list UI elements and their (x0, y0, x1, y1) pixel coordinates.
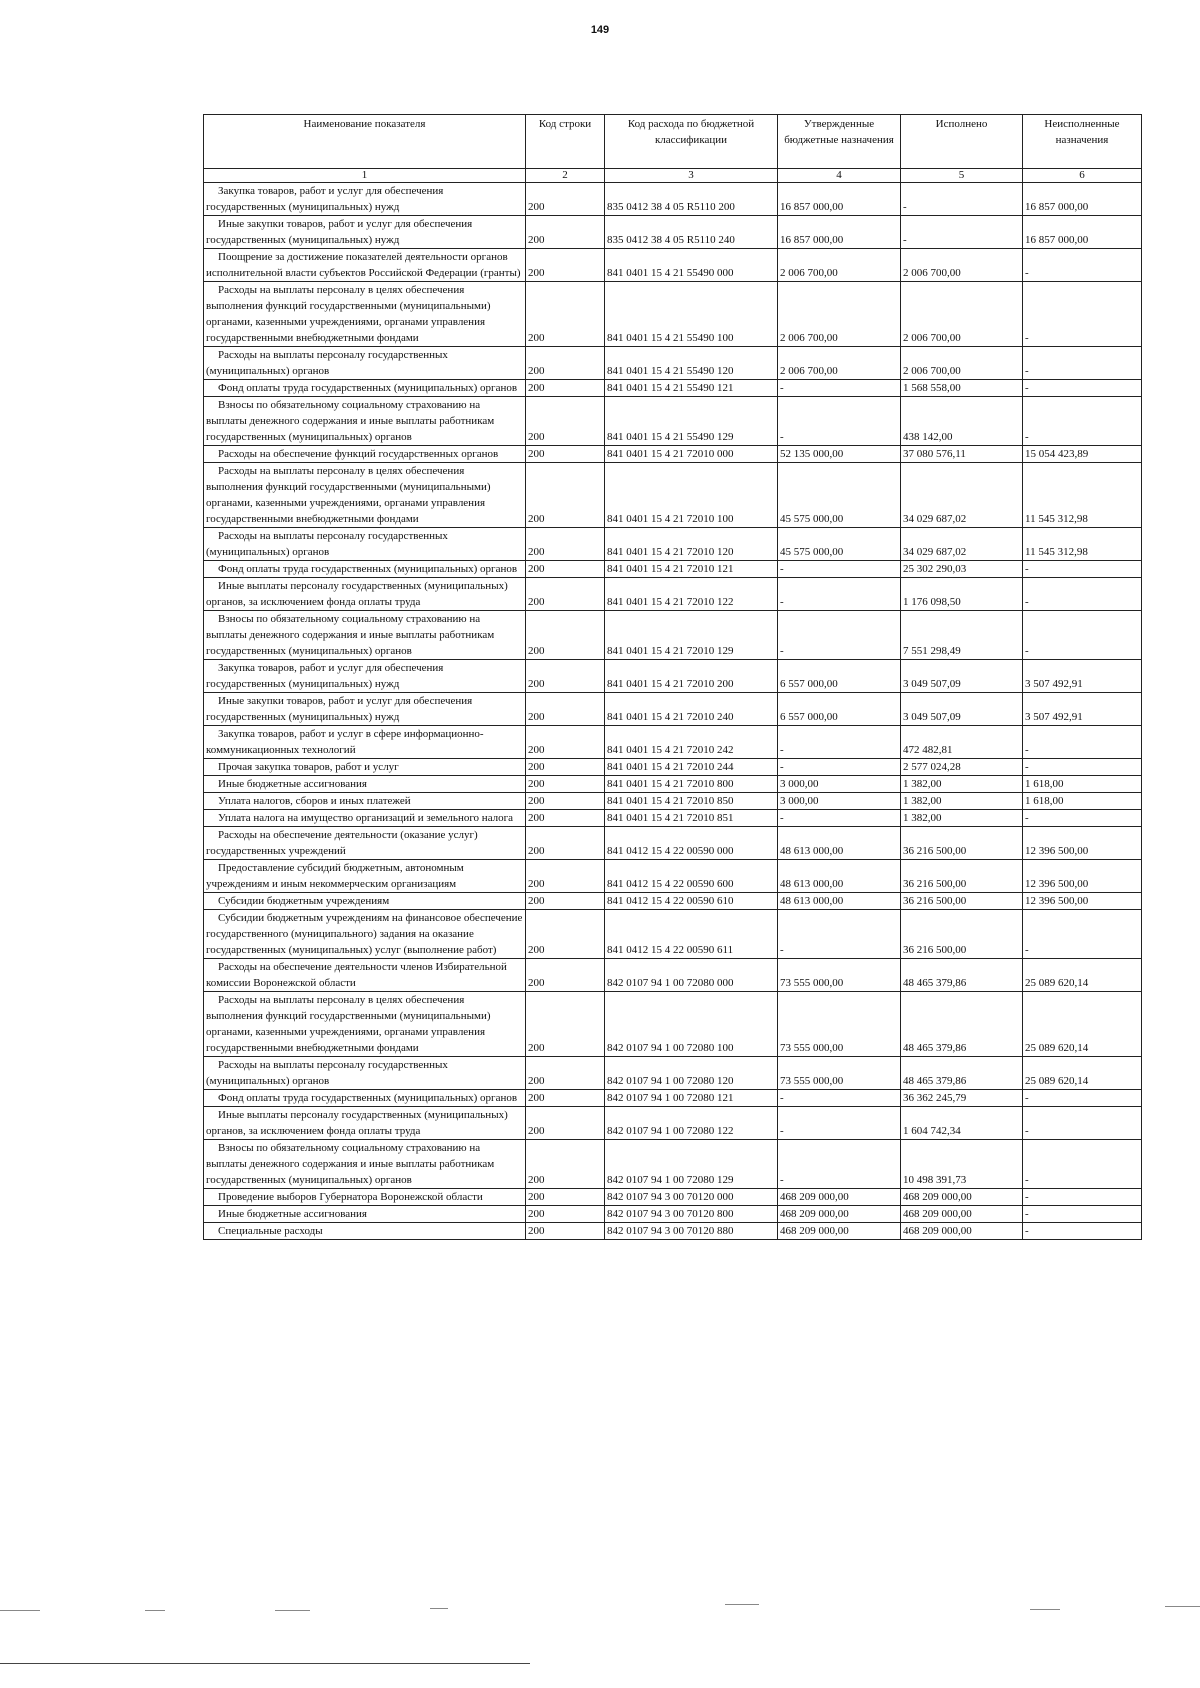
row-unexecuted: 16 857 000,00 (1023, 183, 1142, 216)
row-line-code: 200 (526, 578, 605, 611)
row-approved: 6 557 000,00 (778, 693, 901, 726)
row-approved: - (778, 910, 901, 959)
row-name-text: Субсидии бюджетным учреждениям на финансовое обеспечение государственного (муниципального) задания на оказание государственных (муниципальных) услуг (выполнение работ) (206, 912, 523, 956)
row-name-text: Уплата налогов, сборов и иных платежей (218, 795, 411, 807)
row-approved: 3 000,00 (778, 776, 901, 793)
table-row (204, 827, 1142, 860)
row-name (204, 1057, 526, 1090)
row-name (204, 827, 526, 860)
row-unexecuted: 25 089 620,14 (1023, 1057, 1142, 1090)
row-unexecuted: 1 618,00 (1023, 793, 1142, 810)
row-unexecuted: - (1023, 397, 1142, 446)
row-name-text: Фонд оплаты труда государственных (муниципальных) органов (218, 382, 518, 394)
row-expense-code: 842 0107 94 1 00 72080 120 (605, 1057, 778, 1090)
table-row (204, 810, 1142, 827)
row-approved: - (778, 1140, 901, 1189)
row-approved: 52 135 000,00 (778, 446, 901, 463)
row-unexecuted: 1 618,00 (1023, 776, 1142, 793)
row-name-text: Предоставление субсидий бюджетным, автономным учреждениям и иным некоммерческим организациям (206, 862, 464, 890)
row-line-code: 200 (526, 347, 605, 380)
row-line-code: 200 (526, 726, 605, 759)
row-expense-code: 842 0107 94 1 00 72080 122 (605, 1107, 778, 1140)
row-approved: 2 006 700,00 (778, 347, 901, 380)
row-line-code: 200 (526, 810, 605, 827)
scan-artifact (1030, 1609, 1060, 1610)
row-unexecuted: 11 545 312,98 (1023, 463, 1142, 528)
row-expense-code: 842 0107 94 3 00 70120 800 (605, 1206, 778, 1223)
table-row (204, 216, 1142, 249)
table-row (204, 1140, 1142, 1189)
table-row (204, 347, 1142, 380)
row-line-code: 200 (526, 776, 605, 793)
row-approved: - (778, 759, 901, 776)
row-name-text: Закупка товаров, работ и услуг для обеспечения государственных (муниципальных) нужд (206, 662, 444, 690)
row-unexecuted: 25 089 620,14 (1023, 959, 1142, 992)
row-executed: 34 029 687,02 (901, 463, 1023, 528)
row-executed: 36 216 500,00 (901, 893, 1023, 910)
row-line-code: 200 (526, 446, 605, 463)
row-name-text: Иные выплаты персоналу государственных (муниципальных) органов, за исключением фонда оплаты труда (206, 1109, 508, 1137)
row-line-code: 200 (526, 893, 605, 910)
row-expense-code: 841 0401 15 4 21 72010 851 (605, 810, 778, 827)
row-name (204, 910, 526, 959)
row-expense-code: 835 0412 38 4 05 R5110 200 (605, 183, 778, 216)
table-row (204, 446, 1142, 463)
row-name (204, 528, 526, 561)
row-name (204, 793, 526, 810)
row-executed: 48 465 379,86 (901, 959, 1023, 992)
row-name-text: Расходы на обеспечение деятельности (оказание услуг) государственных учреждений (206, 829, 478, 857)
row-unexecuted: - (1023, 282, 1142, 347)
row-executed: 3 049 507,09 (901, 693, 1023, 726)
row-executed: 25 302 290,03 (901, 561, 1023, 578)
row-unexecuted: - (1023, 726, 1142, 759)
row-executed: - (901, 216, 1023, 249)
row-expense-code: 841 0401 15 4 21 55490 000 (605, 249, 778, 282)
table-body (204, 183, 1142, 1240)
row-expense-code: 841 0401 15 4 21 72010 200 (605, 660, 778, 693)
row-expense-code: 841 0401 15 4 21 72010 122 (605, 578, 778, 611)
table-row (204, 726, 1142, 759)
row-unexecuted: 11 545 312,98 (1023, 528, 1142, 561)
scan-artifact (430, 1608, 448, 1609)
row-executed: 48 465 379,86 (901, 1057, 1023, 1090)
row-line-code: 200 (526, 528, 605, 561)
row-line-code: 200 (526, 793, 605, 810)
scan-artifact (275, 1610, 310, 1611)
row-executed: 1 604 742,34 (901, 1107, 1023, 1140)
row-expense-code: 841 0401 15 4 21 72010 000 (605, 446, 778, 463)
column-number: 2 (526, 169, 605, 183)
scan-artifact (725, 1604, 759, 1605)
row-expense-code: 842 0107 94 1 00 72080 121 (605, 1090, 778, 1107)
row-line-code: 200 (526, 1206, 605, 1223)
row-executed: 1 176 098,50 (901, 578, 1023, 611)
row-name-text: Расходы на выплаты персоналу в целях обеспечения выполнения функций государственными (муниципальными) органами, казенными учреждениями, органами управления государственными внебюджетными фондами (206, 284, 491, 344)
row-unexecuted: - (1023, 810, 1142, 827)
row-name (204, 992, 526, 1057)
row-expense-code: 841 0401 15 4 21 72010 100 (605, 463, 778, 528)
row-executed: 2 006 700,00 (901, 249, 1023, 282)
column-number: 1 (204, 169, 526, 183)
row-executed: 2 006 700,00 (901, 282, 1023, 347)
row-executed: - (901, 183, 1023, 216)
row-executed: 37 080 576,11 (901, 446, 1023, 463)
row-name (204, 1223, 526, 1240)
row-name (204, 347, 526, 380)
table-row (204, 893, 1142, 910)
row-name (204, 759, 526, 776)
row-approved: 468 209 000,00 (778, 1223, 901, 1240)
row-name-text: Уплата налога на имущество организаций и земельного налога (218, 812, 514, 824)
row-expense-code: 841 0412 15 4 22 00590 610 (605, 893, 778, 910)
row-name (204, 693, 526, 726)
row-expense-code: 841 0401 15 4 21 55490 120 (605, 347, 778, 380)
row-expense-code: 841 0401 15 4 21 55490 121 (605, 380, 778, 397)
column-number: 5 (901, 169, 1023, 183)
table-row (204, 397, 1142, 446)
row-executed: 1 568 558,00 (901, 380, 1023, 397)
table-row (204, 693, 1142, 726)
header-expense-code: Код расхода по бюджетной классификации (605, 115, 778, 169)
row-unexecuted: - (1023, 578, 1142, 611)
row-expense-code: 841 0401 15 4 21 55490 100 (605, 282, 778, 347)
header-approved: Утвержденные бюджетные назначения (778, 115, 901, 169)
row-approved: - (778, 1107, 901, 1140)
row-approved: 73 555 000,00 (778, 959, 901, 992)
row-approved: 48 613 000,00 (778, 827, 901, 860)
row-unexecuted: 16 857 000,00 (1023, 216, 1142, 249)
row-line-code: 200 (526, 611, 605, 660)
row-name (204, 860, 526, 893)
row-unexecuted: - (1023, 347, 1142, 380)
row-approved: - (778, 561, 901, 578)
row-name (204, 893, 526, 910)
row-expense-code: 841 0401 15 4 21 72010 120 (605, 528, 778, 561)
table-row (204, 1206, 1142, 1223)
row-expense-code: 841 0401 15 4 21 72010 850 (605, 793, 778, 810)
row-name (204, 726, 526, 759)
row-executed: 36 216 500,00 (901, 910, 1023, 959)
row-name-text: Фонд оплаты труда государственных (муниципальных) органов (218, 563, 518, 575)
row-expense-code: 841 0401 15 4 21 72010 240 (605, 693, 778, 726)
row-expense-code: 841 0412 15 4 22 00590 611 (605, 910, 778, 959)
row-line-code: 200 (526, 910, 605, 959)
row-expense-code: 841 0401 15 4 21 72010 121 (605, 561, 778, 578)
row-name-text: Специальные расходы (218, 1225, 323, 1237)
table-row (204, 860, 1142, 893)
row-line-code: 200 (526, 397, 605, 446)
row-approved: 6 557 000,00 (778, 660, 901, 693)
row-approved: - (778, 726, 901, 759)
header-indicator-name: Наименование показателя (204, 115, 526, 169)
row-name (204, 463, 526, 528)
row-executed: 48 465 379,86 (901, 992, 1023, 1057)
row-approved: 16 857 000,00 (778, 183, 901, 216)
row-line-code: 200 (526, 759, 605, 776)
row-approved: 468 209 000,00 (778, 1189, 901, 1206)
scan-artifact (1165, 1606, 1200, 1607)
row-name-text: Взносы по обязательному социальному страхованию на выплаты денежного содержания и иные выплаты работникам государственных (муниципальных) органов (206, 1142, 495, 1186)
row-name-text: Расходы на выплаты персоналу в целях обеспечения выполнения функций государственными (муниципальными) органами, казенными учреждениями, органами управления государственными внебюджетными фондами (206, 994, 491, 1054)
row-line-code: 200 (526, 183, 605, 216)
row-name-text: Иные выплаты персоналу государственных (муниципальных) органов, за исключением фонда оплаты труда (206, 580, 508, 608)
table-row (204, 776, 1142, 793)
row-executed: 438 142,00 (901, 397, 1023, 446)
row-unexecuted: 3 507 492,91 (1023, 693, 1142, 726)
row-line-code: 200 (526, 1090, 605, 1107)
table-row (204, 183, 1142, 216)
row-unexecuted: - (1023, 910, 1142, 959)
row-executed: 1 382,00 (901, 776, 1023, 793)
row-unexecuted: - (1023, 249, 1142, 282)
table-row (204, 793, 1142, 810)
row-name (204, 660, 526, 693)
row-approved: 3 000,00 (778, 793, 901, 810)
row-unexecuted: 12 396 500,00 (1023, 860, 1142, 893)
column-number: 3 (605, 169, 778, 183)
row-expense-code: 841 0401 15 4 21 72010 244 (605, 759, 778, 776)
row-executed: 1 382,00 (901, 793, 1023, 810)
row-name-text: Субсидии бюджетным учреждениям (218, 895, 390, 907)
row-approved: 73 555 000,00 (778, 992, 901, 1057)
row-name-text: Взносы по обязательному социальному страхованию на выплаты денежного содержания и иные выплаты работникам государственных (муниципальных) органов (206, 613, 495, 657)
row-expense-code: 842 0107 94 3 00 70120 880 (605, 1223, 778, 1240)
table-row (204, 992, 1142, 1057)
row-executed: 36 362 245,79 (901, 1090, 1023, 1107)
row-line-code: 200 (526, 1107, 605, 1140)
row-approved: 2 006 700,00 (778, 249, 901, 282)
table-row (204, 463, 1142, 528)
scan-artifact (0, 1663, 530, 1664)
row-approved: - (778, 611, 901, 660)
row-executed: 36 216 500,00 (901, 827, 1023, 860)
row-executed: 36 216 500,00 (901, 860, 1023, 893)
row-expense-code: 841 0401 15 4 21 72010 242 (605, 726, 778, 759)
table-row (204, 1090, 1142, 1107)
row-unexecuted: - (1023, 380, 1142, 397)
row-name (204, 397, 526, 446)
row-name (204, 561, 526, 578)
row-approved: - (778, 397, 901, 446)
table-row (204, 561, 1142, 578)
table-row (204, 959, 1142, 992)
row-approved: 468 209 000,00 (778, 1206, 901, 1223)
row-expense-code: 842 0107 94 3 00 70120 000 (605, 1189, 778, 1206)
row-line-code: 200 (526, 1057, 605, 1090)
header-unexecuted: Неисполненные назначения (1023, 115, 1142, 169)
row-line-code: 200 (526, 827, 605, 860)
row-name-text: Расходы на обеспечение функций государственных органов (218, 448, 499, 460)
row-name-text: Расходы на обеспечение деятельности членов Избирательной комиссии Воронежской области (206, 961, 507, 989)
table-row (204, 578, 1142, 611)
row-name (204, 959, 526, 992)
table-row (204, 528, 1142, 561)
row-line-code: 200 (526, 463, 605, 528)
row-line-code: 200 (526, 1223, 605, 1240)
row-line-code: 200 (526, 216, 605, 249)
page-number: 149 (590, 24, 610, 36)
row-name (204, 1189, 526, 1206)
row-approved: 16 857 000,00 (778, 216, 901, 249)
row-name-text: Расходы на выплаты персоналу государственных (муниципальных) органов (206, 349, 448, 377)
row-unexecuted: - (1023, 561, 1142, 578)
scan-artifact (145, 1610, 165, 1611)
row-name (204, 810, 526, 827)
row-name-text: Фонд оплаты труда государственных (муниципальных) органов (218, 1092, 518, 1104)
row-expense-code: 841 0401 15 4 21 72010 800 (605, 776, 778, 793)
row-approved: 45 575 000,00 (778, 463, 901, 528)
row-name-text: Поощрение за достижение показателей деятельности органов исполнительной власти субъектов Российской Федерации (гранты) (206, 251, 521, 279)
column-number-row (204, 169, 1142, 183)
row-approved: 48 613 000,00 (778, 860, 901, 893)
row-name (204, 611, 526, 660)
table-row (204, 1107, 1142, 1140)
row-line-code: 200 (526, 282, 605, 347)
row-approved: - (778, 810, 901, 827)
row-name (204, 1140, 526, 1189)
table-row (204, 759, 1142, 776)
row-unexecuted: 12 396 500,00 (1023, 893, 1142, 910)
row-executed: 1 382,00 (901, 810, 1023, 827)
row-unexecuted: - (1023, 1140, 1142, 1189)
row-executed: 468 209 000,00 (901, 1223, 1023, 1240)
row-expense-code: 841 0412 15 4 22 00590 000 (605, 827, 778, 860)
row-line-code: 200 (526, 992, 605, 1057)
row-expense-code: 842 0107 94 1 00 72080 100 (605, 992, 778, 1057)
row-name (204, 183, 526, 216)
row-name-text: Закупка товаров, работ и услуг для обеспечения государственных (муниципальных) нужд (206, 185, 444, 213)
row-line-code: 200 (526, 1189, 605, 1206)
row-name-text: Прочая закупка товаров, работ и услуг (218, 761, 399, 773)
row-executed: 468 209 000,00 (901, 1189, 1023, 1206)
row-executed: 472 482,81 (901, 726, 1023, 759)
table-row (204, 910, 1142, 959)
row-name-text: Иные закупки товаров, работ и услуг для обеспечения государственных (муниципальных) нужд (206, 695, 473, 723)
row-executed: 2 006 700,00 (901, 347, 1023, 380)
row-approved: - (778, 578, 901, 611)
header-line-code: Код строки (526, 115, 605, 169)
header-executed: Исполнено (901, 115, 1023, 169)
row-unexecuted: - (1023, 1189, 1142, 1206)
row-unexecuted: - (1023, 759, 1142, 776)
row-name (204, 216, 526, 249)
row-line-code: 200 (526, 249, 605, 282)
column-number: 6 (1023, 169, 1142, 183)
row-name (204, 249, 526, 282)
row-expense-code: 842 0107 94 1 00 72080 129 (605, 1140, 778, 1189)
row-line-code: 200 (526, 561, 605, 578)
row-executed: 468 209 000,00 (901, 1206, 1023, 1223)
column-number: 4 (778, 169, 901, 183)
row-name (204, 578, 526, 611)
row-name-text: Закупка товаров, работ и услуг в сфере информационно-коммуникационных технологий (206, 728, 484, 756)
row-name (204, 1107, 526, 1140)
budget-execution-table (203, 114, 1142, 1240)
row-name-text: Иные бюджетные ассигнования (218, 1208, 367, 1220)
row-expense-code: 841 0412 15 4 22 00590 600 (605, 860, 778, 893)
row-approved: - (778, 380, 901, 397)
row-approved: 48 613 000,00 (778, 893, 901, 910)
row-name-text: Иные бюджетные ассигнования (218, 778, 367, 790)
row-name (204, 776, 526, 793)
row-unexecuted: - (1023, 1090, 1142, 1107)
row-executed: 7 551 298,49 (901, 611, 1023, 660)
row-line-code: 200 (526, 959, 605, 992)
row-executed: 2 577 024,28 (901, 759, 1023, 776)
row-unexecuted: - (1023, 1107, 1142, 1140)
row-unexecuted: 12 396 500,00 (1023, 827, 1142, 860)
row-name-text: Расходы на выплаты персоналу в целях обеспечения выполнения функций государственными (муниципальными) органами, казенными учреждениями, органами управления государственными внебюджетными фондами (206, 465, 491, 525)
row-unexecuted: 3 507 492,91 (1023, 660, 1142, 693)
row-executed: 34 029 687,02 (901, 528, 1023, 561)
row-unexecuted: - (1023, 611, 1142, 660)
row-approved: 73 555 000,00 (778, 1057, 901, 1090)
table-row (204, 380, 1142, 397)
row-name (204, 282, 526, 347)
row-name (204, 1090, 526, 1107)
row-name (204, 1206, 526, 1223)
row-expense-code: 841 0401 15 4 21 55490 129 (605, 397, 778, 446)
row-unexecuted: - (1023, 1223, 1142, 1240)
row-approved: - (778, 1090, 901, 1107)
table-row (204, 1189, 1142, 1206)
row-expense-code: 835 0412 38 4 05 R5110 240 (605, 216, 778, 249)
table-row (204, 611, 1142, 660)
row-expense-code: 842 0107 94 1 00 72080 000 (605, 959, 778, 992)
row-name-text: Проведение выборов Губернатора Воронежской области (218, 1191, 483, 1203)
table-row (204, 1057, 1142, 1090)
row-name-text: Расходы на выплаты персоналу государственных (муниципальных) органов (206, 530, 448, 558)
row-unexecuted: 15 054 423,89 (1023, 446, 1142, 463)
header-row (204, 115, 1142, 169)
row-expense-code: 841 0401 15 4 21 72010 129 (605, 611, 778, 660)
row-executed: 3 049 507,09 (901, 660, 1023, 693)
row-name (204, 446, 526, 463)
row-approved: 45 575 000,00 (778, 528, 901, 561)
row-unexecuted: - (1023, 1206, 1142, 1223)
table-row (204, 1223, 1142, 1240)
row-line-code: 200 (526, 660, 605, 693)
row-line-code: 200 (526, 1140, 605, 1189)
row-line-code: 200 (526, 380, 605, 397)
row-name-text: Расходы на выплаты персоналу государственных (муниципальных) органов (206, 1059, 448, 1087)
table-row (204, 660, 1142, 693)
table-row (204, 282, 1142, 347)
row-name-text: Иные закупки товаров, работ и услуг для обеспечения государственных (муниципальных) нужд (206, 218, 473, 246)
row-name-text: Взносы по обязательному социальному страхованию на выплаты денежного содержания и иные выплаты работникам государственных (муниципальных) органов (206, 399, 495, 443)
row-unexecuted: 25 089 620,14 (1023, 992, 1142, 1057)
row-executed: 10 498 391,73 (901, 1140, 1023, 1189)
row-approved: 2 006 700,00 (778, 282, 901, 347)
row-name (204, 380, 526, 397)
row-line-code: 200 (526, 860, 605, 893)
row-line-code: 200 (526, 693, 605, 726)
scan-artifact (0, 1610, 40, 1611)
table-row (204, 249, 1142, 282)
